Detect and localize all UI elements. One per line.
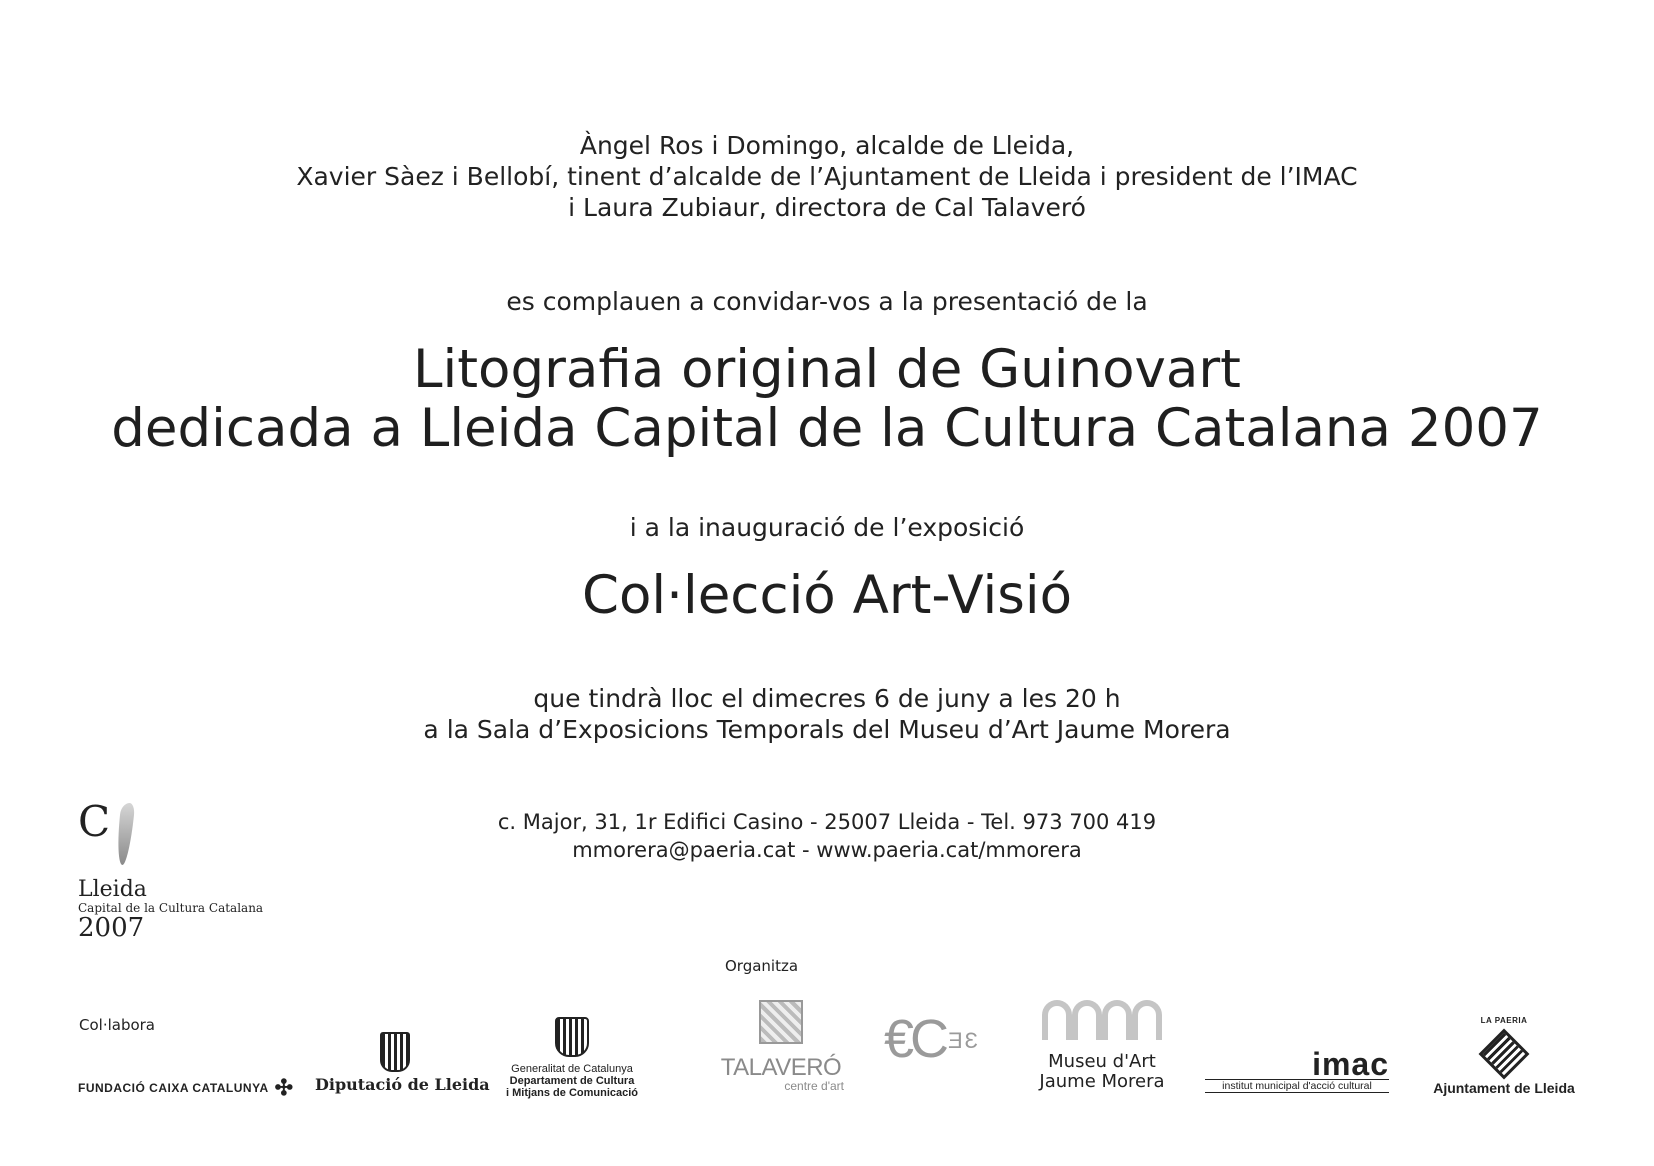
hosts-block	[0, 130, 1654, 223]
diamond-emblem-icon	[1479, 1029, 1530, 1080]
generalitat-logo	[492, 1017, 652, 1099]
imac-logo	[1205, 1046, 1389, 1093]
fundacio-caixa-catalunya-name: FUNDACIÓ CAIXA CATALUNYA	[78, 1081, 269, 1095]
contact-address-line: c. Major, 31, 1r Edifici Casino - 25007 Lleida - Tel. 973 700 419	[497, 810, 1157, 834]
ce-logo	[884, 1009, 1004, 1082]
shield-icon	[380, 1032, 410, 1072]
generalitat-line-2: Departament de Cultura	[509, 1075, 635, 1087]
imac-mark: imac	[1312, 1046, 1389, 1082]
presentation-title	[0, 340, 1654, 458]
fundacio-caixa-catalunya-logo	[78, 1074, 294, 1102]
capital-logo-city: Lleida	[78, 877, 147, 902]
exhibition-intro: i a la inauguració de l’exposició	[629, 513, 1025, 542]
square-emblem-icon	[759, 1000, 803, 1044]
lleida-capital-logo	[78, 797, 268, 950]
host-line-1: Àngel Ros i Domingo, alcalde de Lleida,	[579, 131, 1075, 160]
ajuntament-de-lleida-logo	[1424, 1016, 1584, 1096]
capital-logo-subtitle: Capital de la Cultura Catalana	[78, 901, 264, 915]
organitza-label: Organitza	[725, 957, 799, 975]
event-location-line: a la Sala d’Exposicions Temporals del Museu d’Art Jaume Morera	[423, 715, 1231, 744]
exhibition-title: Col·lecció Art-Visió	[581, 565, 1073, 626]
ajuntament-de-lleida-name: Ajuntament de Lleida	[1433, 1080, 1575, 1096]
diputacio-de-lleida-logo	[315, 1032, 490, 1094]
mm-arch-2	[1072, 1000, 1102, 1040]
capital-logo-letter: C	[78, 797, 111, 846]
ce-logo-small-mark: ƎƐ	[948, 1028, 980, 1053]
mm-arch-4	[1132, 1000, 1162, 1040]
generalitat-line-1: Generalitat de Catalunya	[511, 1063, 633, 1075]
coat-of-arms-icon	[555, 1017, 589, 1057]
host-line-2: Xavier Sàez i Bellobí, tinent d’alcalde de l’Ajuntament de Lleida i president de l’IMAC	[296, 162, 1358, 191]
diputacio-de-lleida-name: Diputació de Lleida	[315, 1075, 490, 1094]
museu-name-line-2: Jaume Morera	[1039, 1071, 1165, 1092]
presentation-title-line-1: Litografia original de Guinovart	[413, 339, 1241, 400]
host-line-3: i Laura Zubiaur, directora de Cal Talaveró	[568, 193, 1086, 222]
mm-arch-3	[1102, 1000, 1132, 1040]
collabora-label: Col·labora	[79, 1016, 156, 1034]
generalitat-line-3: i Mitjans de Comunicació	[505, 1087, 639, 1099]
museu-name	[1034, 1052, 1170, 1092]
invitation-intro: es complauen a convidar-vos a la presentació de la	[506, 287, 1148, 316]
museu-name-line-1: Museu d'Art	[1048, 1051, 1156, 1072]
cross-star-icon: ✣	[274, 1075, 294, 1100]
mm-arches-logo	[1034, 1000, 1170, 1044]
cal-talavero-logo	[718, 1000, 844, 1092]
imac-subtitle: institut municipal d'acció cultural	[1205, 1079, 1389, 1093]
mm-arch-1	[1042, 1000, 1072, 1040]
contact-web-line: mmorera@paeria.cat - www.paeria.cat/mmorera	[572, 838, 1082, 862]
presentation-title-line-2: dedicada a Lleida Capital de la Cultura Catalana 2007	[111, 398, 1543, 459]
cal-talavero-name: TALAVERÓ	[720, 1054, 842, 1081]
capital-logo-year: 2007	[78, 913, 145, 943]
cal-talavero-subtitle: centre d'art	[784, 1079, 844, 1093]
event-date-line: que tindrà lloc el dimecres 6 de juny a les 20 h	[533, 684, 1121, 713]
ce-logo-icon: €C	[884, 1009, 946, 1069]
museu-art-jaume-morera-logo	[1034, 1000, 1170, 1092]
la-paeria-label: LA PAERIA	[1480, 1016, 1528, 1025]
stylized-c-logo-icon	[115, 803, 136, 865]
event-details	[0, 683, 1654, 745]
